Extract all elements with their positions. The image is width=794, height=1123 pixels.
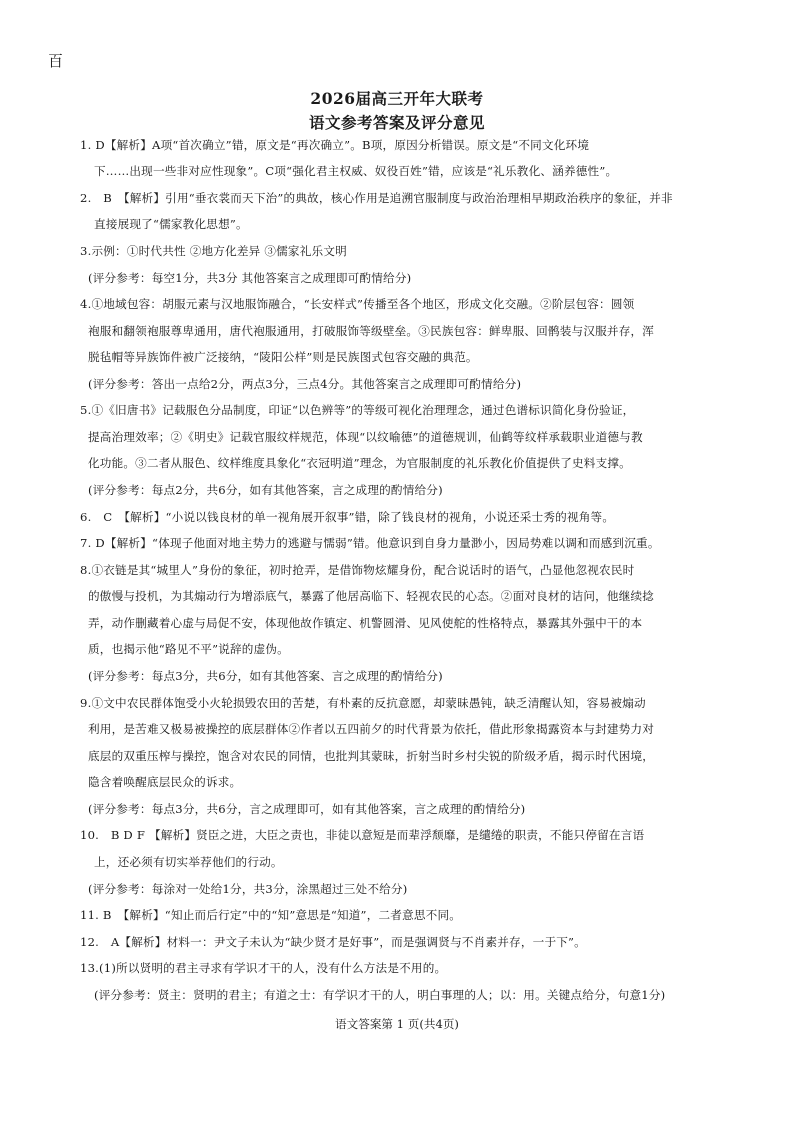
answer-line: 12. A【解析】材料一：尹文子未认为“缺少贤才是好事”，而是强调贤与不肖素并存，一于下”。 [80, 935, 586, 949]
answer-line: 上，还必须有切实举荐他们的行动。 [94, 855, 283, 869]
answer-line: 弄，动作删藏着心虚与局促不安，体现他故作镇定、机警圆滑、见风使舵的性格特点，暴露其外强中干的本 [88, 616, 643, 630]
answer-line: 直接展现了“儒家教化思想”。 [94, 217, 248, 231]
answer-line: 2. B 【解析】引用“垂衣裳而天下治”的典故，核心作用是追溯官服制度与政治治理相早期政治秩序的象征，并非 [80, 191, 673, 205]
answer-line: 袍服和翻领袍服尊卑通用，唐代袍服通用，打破服饰等级壁垒。③民族包容：鲜卑服、回鹘装与汉服并存，浑 [88, 324, 655, 338]
answer-line: 5.①《旧唐书》记载服色分品制度，印证“以色辨等”的等级可视化治理理念，通过色谱标识简化身份验证， [80, 403, 635, 417]
answer-line: 底层的双重压榨与操控，饱含对农民的同情，也批判其蒙昧，折射当时乡村尖锐的阶级矛盾，揭示时代困境， [88, 749, 655, 763]
page-footer: 语文答案第 1 页(共4页) [335, 1017, 459, 1031]
answer-line: 13.(1)所以贤明的君主寻求有学识才干的人，没有什么方法是不用的。 [80, 961, 447, 975]
answer-line: 6. C 【解析】“小说以钱良材的单一视角展开叙事”错，除了钱良材的视角，小说还采士秀的视角等。 [80, 510, 615, 524]
answer-line: 9.①文中农民群体饱受小火轮损毁农田的苦楚，有朴素的反抗意愿，却蒙昧愚钝，缺乏清醒认知，容易被煽动 [80, 696, 646, 710]
answer-line: 10. B D F 【解析】贤臣之进，大臣之责也，非徒以意短是而辈浮颓靡，是缱绻的职责，不能只停留在言语 [80, 828, 645, 842]
answer-line: 质，也揭示他“路见不平”说辞的虚伪。 [88, 642, 289, 656]
answer-line: 隐含着唤醒底层民众的诉求。 [88, 775, 242, 789]
scoring-note: (评分参考：每点3分，共6分，如有其他答案、言之成理的酌情给分) [88, 669, 443, 683]
answer-line: 化功能。③二者从服色、纹样维度具象化“衣冠明道”理念，为官服制度的礼乐教化价值提供了史料支撑。 [88, 456, 631, 470]
answer-line: 提高治理效率；②《明史》记载官服纹样规范，体现“以纹喻德”的道德规训，仙鹤等纹样承载职业道德与教 [88, 430, 643, 444]
answer-line: 的傲慢与投机，为其煽动行为增添底气，暴露了他居高临下、轻视农民的心态。②面对良材的诘问，他继续捻 [88, 589, 655, 603]
scoring-note: (评分参考：答出一点给2分，两点3分，三点4分。其他答案言之成理即可酌情给分) [88, 377, 522, 391]
scoring-note: (评分参考：每点2分，共6分，如有其他答案，言之成理的酌情给分) [88, 483, 443, 497]
answer-line: 1. D【解析】A项“首次确立”错，原文是“再次确立”。B项，原因分析错误。原文是“不同文化环境 [80, 138, 590, 152]
answer-line: 8.①衣链是其“城里人”身份的象征，初时抢弄，是借饰物炫耀身份，配合说话时的语气，凸显他忽视农民时 [80, 563, 635, 577]
answer-line: 7. D【解析】“体现子他面对地主势力的逃避与懦弱”错。他意识到自身力量渺小，因局势难以调和而感到沉重。 [80, 536, 660, 550]
answer-line: 3.示例：①时代共性 ②地方化差异 ③儒家礼乐文明 [80, 244, 347, 258]
answer-line: 11. B 【解析】“知止而后行定”中的“知”意思是“知道”，二者意思不同。 [80, 908, 462, 922]
answer-line: 脱毡帽等异族饰件被广泛接纳，“陵阳公样”则是民族图式包容交融的典范。 [88, 350, 478, 364]
scoring-note: (评分参考：贤主：贤明的君主；有道之士：有学识才干的人，明白事理的人；以：用。关键点给分，句意1分) [94, 988, 666, 1002]
corner-mark: 百 [48, 52, 64, 70]
answer-line: 利用，是苦难又极易被操控的底层群体②作者以五四前夕的时代背景为依托，借此形象揭露资本与封建势力对 [88, 722, 655, 736]
scoring-note: (评分参考：每涂对一处给1分，共3分，涂黑超过三处不给分) [88, 882, 408, 896]
scoring-note: (评分参考：每空1分，共3分 其他答案言之成理即可酌情给分) [88, 271, 412, 285]
scoring-note: (评分参考：每点3分，共6分，言之成理即可，如有其他答案，言之成理的酌情给分) [88, 802, 526, 816]
exam-title: 2026届高三开年大联考 [310, 89, 484, 108]
answer-line: 下……出现一些非对应性现象”。C项“强化君主权威、奴役百姓”错，应该是“礼乐教化、涵养德性”。 [94, 164, 618, 178]
document-subtitle: 语文参考答案及评分意见 [308, 113, 485, 132]
answer-line: 4.①地域包容：胡服元素与汉地服饰融合，“长安样式”传播至各个地区，形成文化交融。②阶层包容：圆领 [80, 297, 635, 311]
